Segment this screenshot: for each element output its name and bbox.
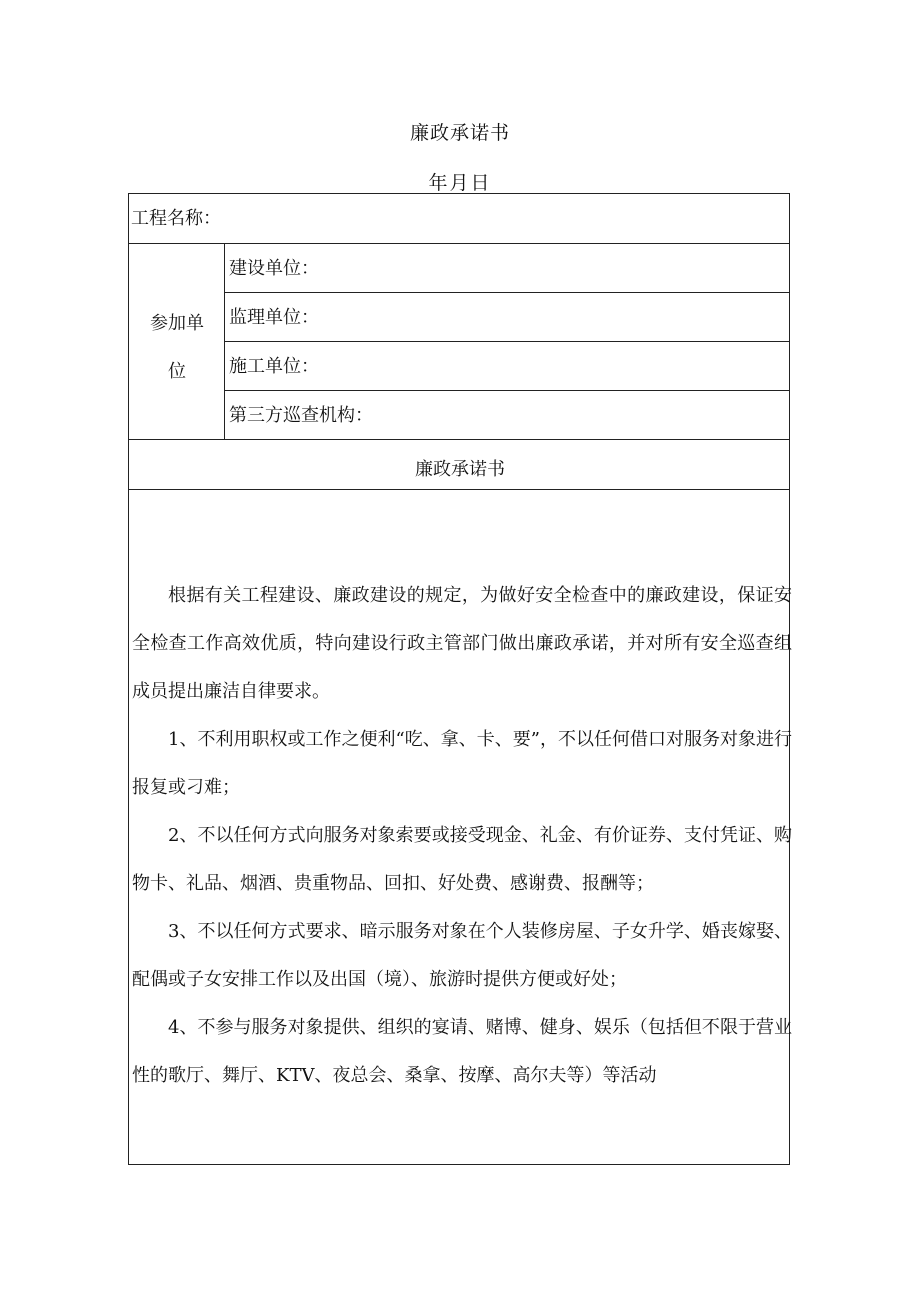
contractor-unit-label: 施工单位： [229, 356, 319, 377]
item-3: 3、不以任何方式要求、暗示服务对象在个人装修房屋、子女升学、婚丧嫁娶、配偶或子女安排工作以及出国（境）、旅游时提供方便或好处； [132, 921, 792, 990]
row-divider [128, 243, 790, 244]
item-4: 4、不参与服务对象提供、组织的宴请、赌博、健身、娱乐（包括但不限于营业性的歌厅、舞厅、KTV、夜总会、桑拿、按摩、高尔夫等）等活动 [132, 1017, 792, 1086]
intro-paragraph: 根据有关工程建设、廉政建设的规定，为做好安全检查中的廉政建设，保证安全检查工作高效优质，特向建设行政主管部门做出廉政承诺，并对所有安全巡查组成员提出廉洁自律要求。 [132, 585, 792, 702]
participants-label-line2: 位 [168, 361, 186, 382]
document-title: 廉政承诺书 [409, 122, 510, 144]
row-divider [224, 341, 790, 342]
row-divider [128, 439, 790, 440]
row-divider [224, 292, 790, 293]
participants-label-line1: 参加单 [150, 313, 204, 334]
construction-unit-label: 建设单位： [229, 258, 319, 279]
item-2: 2、不以任何方式向服务对象索要或接受现金、礼金、有价证券、支付凭证、购物卡、礼品、烟酒、贵重物品、回扣、好处费、感谢费、报酬等； [132, 825, 792, 894]
row-divider [128, 489, 790, 490]
commitment-body [132, 572, 792, 1100]
column-divider [224, 243, 225, 439]
project-name-label: 工程名称： [131, 208, 221, 229]
supervision-unit-label: 监理单位： [229, 307, 319, 328]
date-line: 年月日 [428, 172, 492, 194]
section-title: 廉政承诺书 [415, 459, 505, 480]
participants-label [130, 300, 224, 396]
row-divider [224, 390, 790, 391]
third-party-label: 第三方巡查机构： [229, 405, 373, 426]
item-1: 1、不利用职权或工作之便利“吃、拿、卡、要”，不以任何借口对服务对象进行报复或刁难； [132, 729, 792, 798]
